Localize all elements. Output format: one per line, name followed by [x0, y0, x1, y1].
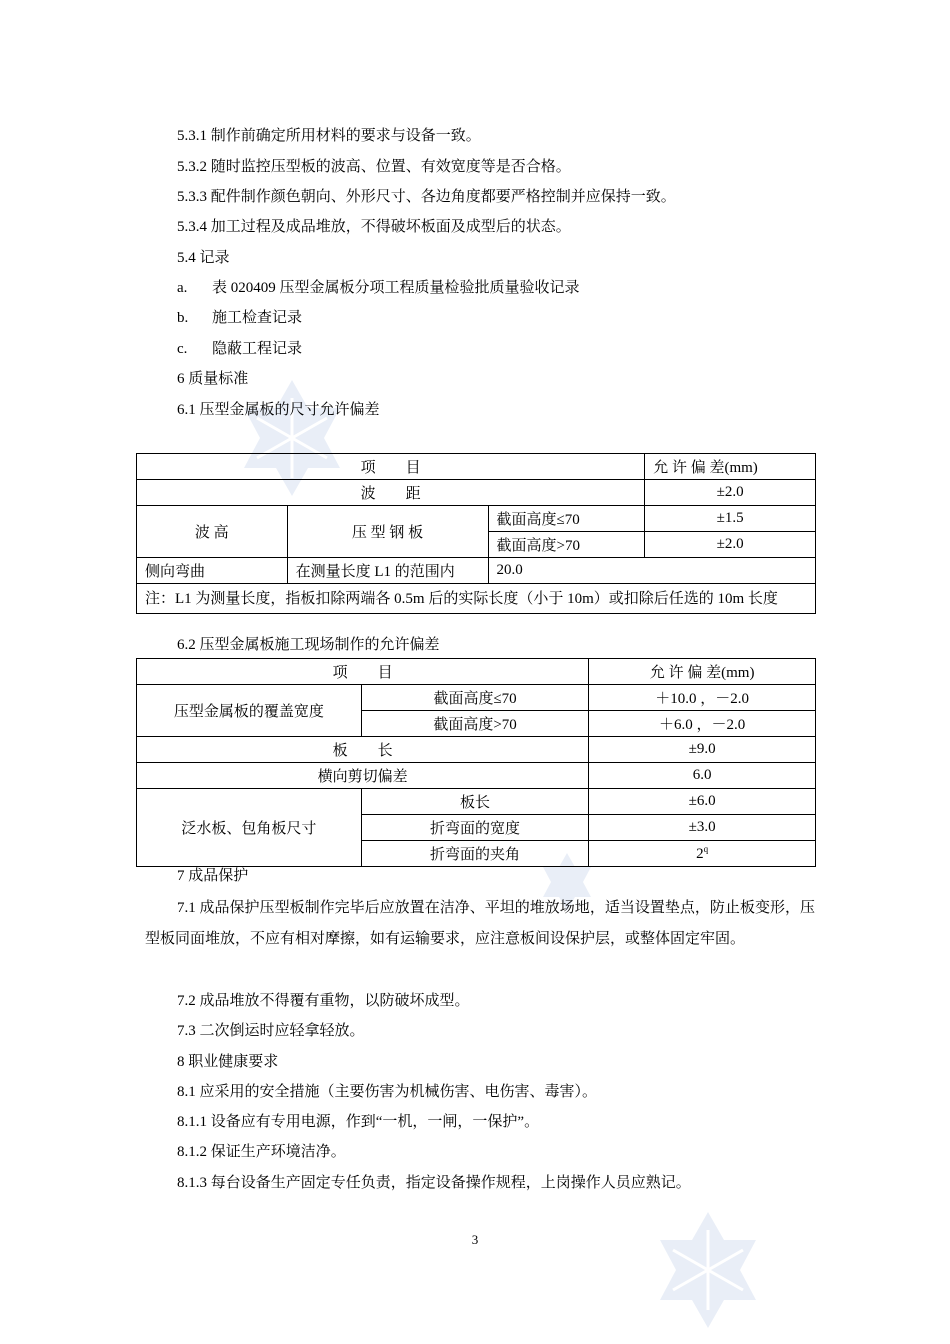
clause-8-1: 8.1 应采用的安全措施（主要伤害为机械伤害、电伤害、毒害）。 — [177, 1084, 598, 1100]
list-item — [177, 278, 580, 298]
list-item-label: a. — [177, 280, 188, 296]
cell-steel-plate: 压 型 钢 板 — [287, 506, 488, 558]
tolerance-table-2 — [136, 658, 816, 867]
cell-bend: 侧向弯曲 — [137, 558, 288, 584]
clause-7-1: 7.1 成品保护压型板制作完毕后应放置在洁净、平坦的堆放场地，适当设置垫点，防止板变形，压型板同面堆放，不应有相对摩擦，如有运输要求，应注意板间设保护层，或整体固定牢固。 — [145, 900, 815, 947]
clause-5-3-3: 5.3.3 配件制作颜色朝向、外形尺寸、各边角度都要严格控制并应保持一致。 — [177, 189, 676, 205]
cell-value: ±6.0 — [589, 789, 816, 815]
clause-5-3-4: 5.3.4 加工过程及成品堆放，不得破坏板面及成型后的状态。 — [177, 219, 571, 235]
clause-8-1-2: 8.1.2 保证生产环境洁净。 — [177, 1144, 346, 1160]
cell-value: ±1.5 — [645, 506, 816, 532]
table-header-row — [137, 659, 816, 685]
header-item: 项 目 — [137, 659, 589, 685]
angle-value: 2 — [696, 846, 704, 862]
cell-item: 波 距 — [137, 480, 645, 506]
list-item-text: 隐蔽工程记录 — [212, 341, 303, 357]
list-item-label: b. — [177, 310, 189, 326]
cell-item: 横向剪切偏差 — [137, 763, 589, 789]
clause-5-3-1: 5.3.1 制作前确定所用材料的要求与设备一致。 — [177, 128, 481, 144]
cell-value: ±9.0 — [589, 737, 816, 763]
list-item-text: 表 020409 压型金属板分项工程质量检验批质量验收记录 — [212, 280, 580, 296]
table-note: 注：L1 为测量长度，指板扣除两端各 0.5m 后的实际长度（小于 10m）或扣除后任选的 10m 长度 — [137, 584, 816, 614]
cell-value: ＋6.0 ，－2.0 — [589, 711, 816, 737]
tolerance-table-1 — [136, 453, 816, 614]
cell-condition: 折弯面的夹角 — [361, 841, 589, 867]
page-number: 3 — [471, 1232, 479, 1247]
clause-8-1-3: 8.1.3 每台设备生产固定专任负责，指定设备操作规程，上岗操作人员应熟记。 — [177, 1175, 691, 1191]
list-item-label: c. — [177, 341, 188, 357]
list-item — [177, 308, 302, 328]
cell-condition: 截面高度>70 — [488, 532, 645, 558]
table-row — [137, 763, 816, 789]
list-item — [177, 339, 302, 359]
table-1-title: 6.1 压型金属板的尺寸允许偏差 — [177, 402, 380, 418]
header-item: 项 目 — [137, 454, 645, 480]
table-row — [137, 737, 816, 763]
cell-value: ±3.0 — [589, 815, 816, 841]
list-item-text: 施工检查记录 — [212, 310, 303, 326]
cell-value: ±2.0 — [645, 532, 816, 558]
table-note-row — [137, 584, 816, 614]
cell-value: ＋10.0 ，－2.0 — [589, 685, 816, 711]
cell-flashing: 泛水板、包角板尺寸 — [137, 789, 362, 867]
table-row — [137, 789, 816, 815]
header-deviation: 允 许 偏 差(mm) — [589, 659, 816, 685]
table-row — [137, 506, 816, 532]
cell-condition: 截面高度≤70 — [488, 506, 645, 532]
cell-condition: 截面高度≤70 — [361, 685, 589, 711]
clause-7-3: 7.3 二次倒运时应轻拿轻放。 — [177, 1023, 365, 1039]
cell-condition: 折弯面的宽度 — [361, 815, 589, 841]
records-heading: 5.4 记录 — [177, 250, 230, 266]
clause-5-3-2: 5.3.2 随时监控压型板的波高、位置、有效宽度等是否合格。 — [177, 159, 571, 175]
cell-value: 20.0 — [488, 558, 816, 584]
table-2-title: 6.2 压型金属板施工现场制作的允许偏差 — [177, 637, 440, 653]
watermark-snowflake-icon — [648, 1205, 768, 1335]
cell-item: 板 长 — [137, 737, 589, 763]
section-6-heading: 6 质量标准 — [177, 371, 249, 387]
cell-cover-width: 压型金属板的覆盖宽度 — [137, 685, 362, 737]
cell-value: ±2.0 — [645, 480, 816, 506]
table-row — [137, 558, 816, 584]
angle-superscript: q — [703, 844, 709, 854]
table-row — [137, 480, 816, 506]
cell-condition: 板长 — [361, 789, 589, 815]
table-row — [137, 685, 816, 711]
cell-value — [589, 841, 816, 867]
table-header-row — [137, 454, 816, 480]
section-7-heading: 7 成品保护 — [177, 868, 249, 884]
cell-value: 6.0 — [589, 763, 816, 789]
header-deviation: 允 许 偏 差(mm) — [645, 454, 816, 480]
section-8-heading: 8 职业健康要求 — [177, 1054, 279, 1070]
clause-8-1-1: 8.1.1 设备应有专用电源，作到“一机，一闸，一保护”。 — [177, 1114, 540, 1130]
cell-condition: 截面高度>70 — [361, 711, 589, 737]
clause-7-2: 7.2 成品堆放不得覆有重物，以防破坏成型。 — [177, 993, 470, 1009]
cell-wave-height: 波 高 — [137, 506, 288, 558]
cell-bend-range: 在测量长度 L1 的范围内 — [287, 558, 488, 584]
